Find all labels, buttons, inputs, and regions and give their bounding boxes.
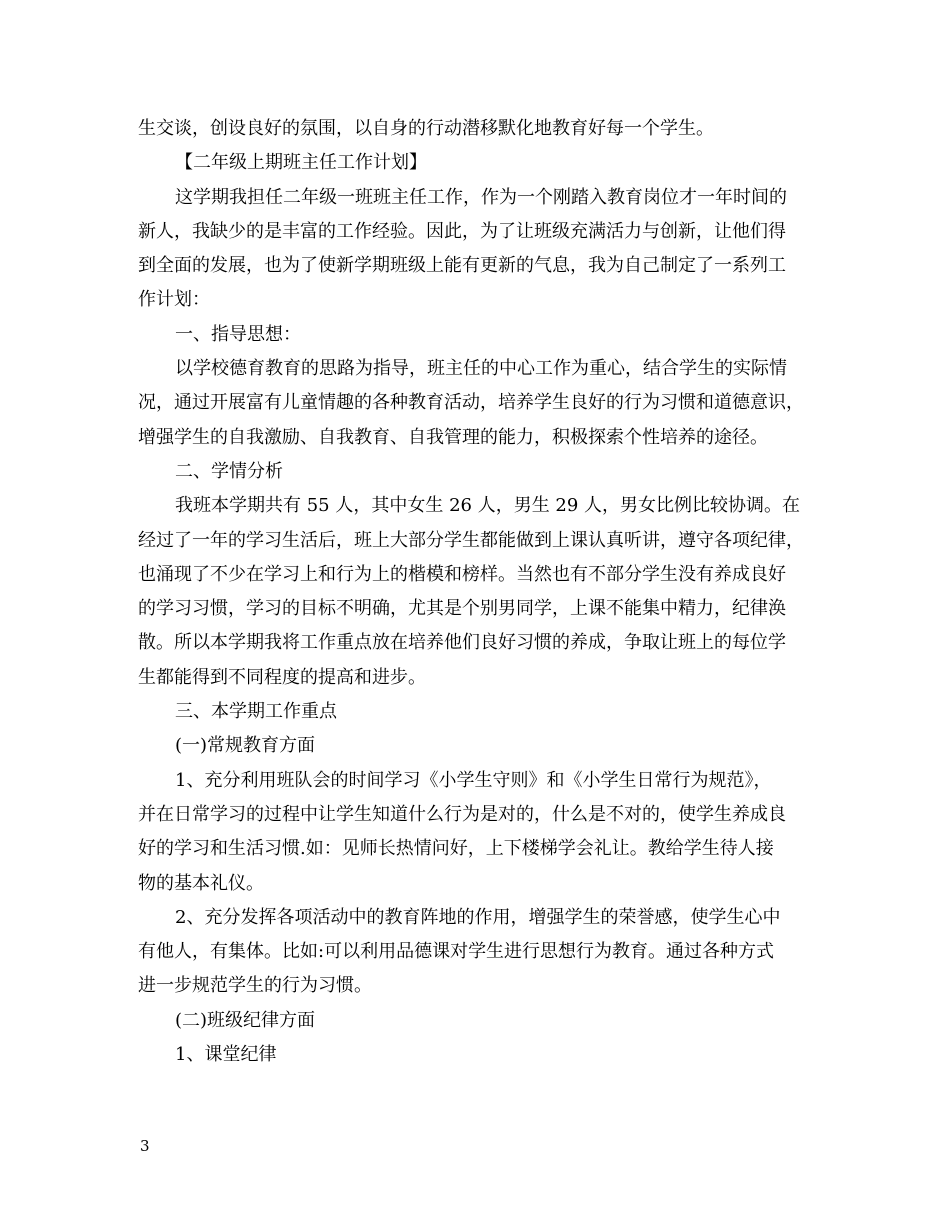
text-line: 况，通过开展富有儿童情趣的各种教育活动，培养学生良好的行为习惯和道德意识， xyxy=(138,392,804,414)
text-line: 1、充分利用班队会的时间学习《小学生守则》和《小学生日常行为规范》， xyxy=(175,769,772,791)
text-line: 物的基本礼仪。 xyxy=(138,872,264,894)
text-line: 到全面的发展，也为了使新学期班级上能有更新的气息，我为自己制定了一系列工 xyxy=(138,255,786,277)
text-line: 二、学情分析 xyxy=(175,460,283,482)
text-line: 三、本学期工作重点 xyxy=(175,701,337,723)
text-line: 也涌现了不少在学习上和行为上的楷模和榜样。当然也有不部分学生没有养成良好 xyxy=(138,563,786,585)
text-line: 新人，我缺少的是丰富的工作经验。因此，为了让班级充满活力与创新，让他们得 xyxy=(138,220,786,242)
text-line: 1、课堂纪律 xyxy=(175,1044,277,1066)
text-line: 经过了一年的学习生活后，班上大部分学生都能做到上课认真听讲，遵守各项纪律， xyxy=(138,529,804,551)
text-line: 散。所以本学期我将工作重点放在培养他们良好习惯的养成，争取让班上的每位学 xyxy=(138,632,786,654)
text-line: 一、指导思想： xyxy=(175,323,301,345)
text-line: 生交谈，创设良好的氛围，以自身的行动潜移默化地教育好每一个学生。 xyxy=(138,118,714,139)
text-line: 好的学习和生活习惯.如：见师长热情问好，上下楼梯学会礼让。教给学生待人接 xyxy=(138,838,774,860)
text-line: 【二年级上期班主任工作计划】 xyxy=(175,152,427,174)
page-number: 3 xyxy=(140,1137,150,1155)
text-line: 的学习习惯，学习的目标不明确，尤其是个别男同学，上课不能集中精力，纪律涣 xyxy=(138,598,786,620)
text-line: (一)常规教育方面 xyxy=(175,735,316,757)
text-line: 有他人，有集体。比如:可以利用品德课对学生进行思想行为教育。通过各种方式 xyxy=(138,941,775,963)
text-line: (二)班级纪律方面 xyxy=(175,1009,316,1031)
text-line: 这学期我担任二年级一班班主任工作，作为一个刚踏入教育岗位才一年时间的 xyxy=(175,186,787,208)
text-line: 作计划： xyxy=(138,289,210,311)
text-line: 进一步规范学生的行为习惯。 xyxy=(138,975,372,997)
text-line: 以学校德育教育的思路为指导，班主任的中心工作为重心，结合学生的实际情 xyxy=(175,358,787,380)
text-line: 2、充分发挥各项活动中的教育阵地的作用，增强学生的荣誉感，使学生心中 xyxy=(175,906,781,928)
text-line: 并在日常学习的过程中让学生知道什么行为是对的，什么是不对的，使学生养成良 xyxy=(138,803,786,825)
text-line: 增强学生的自我激励、自我教育、自我管理的能力，积极探索个性培养的途径。 xyxy=(138,426,768,448)
text-line: 生都能得到不同程度的提高和进步。 xyxy=(138,666,426,688)
document-body xyxy=(138,112,818,1072)
text-line: 我班本学期共有 55 人，其中女生 26 人，男生 29 人，男女比例比较协调。在 xyxy=(175,495,801,517)
